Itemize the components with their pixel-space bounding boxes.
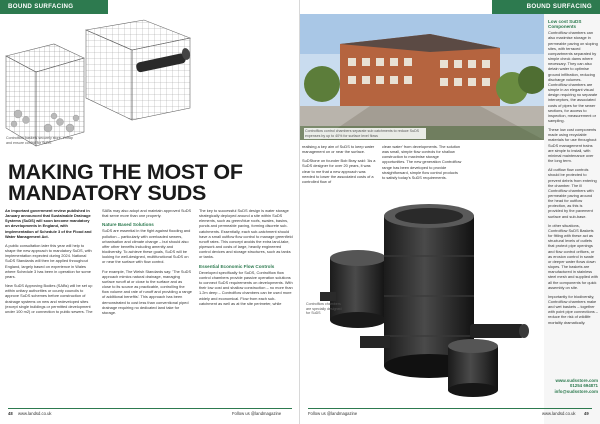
left-column-3 bbox=[199, 208, 293, 310]
footer-website-left[interactable]: www.landsd.co.uk bbox=[18, 411, 52, 416]
body-paragraph: SABs may also adopt and maintain approved SuDS that serve more than one property. bbox=[102, 208, 192, 219]
contact-website[interactable]: www.sudsstore.com bbox=[555, 378, 598, 383]
page-number-left: 48 bbox=[8, 411, 13, 416]
flow-control-chambers-figure bbox=[320, 196, 544, 404]
body-paragraph: SuDS are essential in the fight against flooding and pollution – particularly with overloaded sewers, urbanisation and climate change – but should also offer other benefits including amenity and biodiversity. To achieve these goals, SuDS will be looking for well-designed, multifunctional SuDS on or near the surface with flow control. bbox=[102, 228, 191, 265]
body-paragraph: New SuDS Approving Bodies (SABs) will be set up within unitary authorities or county councils to approve SuDS schemes before construction of drainage systems on new and redeveloped sites (except single buildings or permitted development under 100 m2) or connection to public sewers. The bbox=[5, 283, 93, 314]
section-tag-left: BOUND SURFACING bbox=[0, 0, 108, 14]
contact-phone: 01254 694871 bbox=[569, 383, 598, 389]
footer-website-right[interactable]: www.landsd.co.uk bbox=[542, 411, 576, 416]
footer-rule-left bbox=[8, 408, 292, 409]
intro-paragraph: An important government review published in January announced that Sustainable Drainage Systems (SuDS) will soon become mandatory on developments in England, with implementation of Schedule 3 of the Flood and Water Management Act. bbox=[5, 208, 92, 239]
sidebar-paragraph: These low cost components made using recyclable materials for use throughout SuDS management trains are simple to install, with minimal maintenance over the long term. bbox=[548, 127, 597, 164]
subheading: Nature Based Solutions bbox=[102, 222, 154, 228]
article-headline: MAKING THE MOST OF MANDATORY SUDS bbox=[8, 160, 243, 205]
body-paragraph: realising a key aim of SuDS to keep water management on or near the surface. bbox=[302, 144, 375, 155]
left-column-1 bbox=[5, 208, 95, 318]
page-number-right: 49 bbox=[584, 411, 589, 416]
body-paragraph: For example, The Welsh Standards say: 'The SuDS approach mimics natural drainage, managing surface runoff at or close to the surface and as close to its source as practicable, controlling the flow volume and rate of runoff and providing a range of additional benefits'. This approach has been demonstrated to cost less than conventional piped drainage requiring no dedicated land take for storage. bbox=[102, 268, 192, 315]
development-photo bbox=[300, 14, 544, 140]
section-tag-right: BOUND SURFACING bbox=[492, 0, 600, 14]
right-page bbox=[300, 0, 600, 424]
sidebar-heading: Low cost SuDS Components bbox=[548, 19, 582, 30]
contact-email[interactable]: info@sudsstore.com bbox=[554, 388, 598, 394]
chambers-caption: Controlflow chambers are specially designed for SuDS bbox=[306, 302, 342, 316]
left-column-2 bbox=[102, 208, 192, 319]
right-column-a bbox=[302, 144, 376, 188]
right-column-b bbox=[382, 144, 462, 184]
sidebar-paragraph: Controlflow chambers can also maximise storage in permeable paving on sloping sites, with terraced compartments separated by simple check dams where necessary. They can also detain water to optimise ground infiltration, reducing discharge volumes. Controlflow chambers are simple in an elegant visual design requiring no separate interceptors, the associated costs of pipes for the sewer sections, for access to inspection, measurement or sampling. bbox=[548, 30, 598, 123]
sidebar-paragraph: Importantly for biodiversity, Controlflow chambers make and wet baskets – together with point pipe connections – reduce the risk of wildlife mortality dramatically. bbox=[548, 293, 598, 325]
body-paragraph: A public consultation later this year will help to shape the new approach to mandatory SuDS, with implementation expected during 2024. National SuDS Standards will then be applied throughout England, largely based on experience in Wales where Schedule 3 has been in operation for some years. bbox=[5, 242, 92, 279]
sidebar-column bbox=[548, 18, 598, 329]
subheading: Essential Economic Flow Controls bbox=[199, 263, 275, 269]
footer-social-left[interactable]: Follow us @landmagazine bbox=[232, 411, 282, 416]
body-paragraph: The key to successful SuDS design is water storage strategically deployed around a site within SuDS elements, such as green/blue roofs, swales, basins, ponds and permeable paving, forming discrete sub-catchments. Essentially, each sub-catchment should have a small outflow flow control to manage greenfield runoff rates. This concept avoids the extra land-take, pipework and costs of large, heavily engineered control devices and storage structures, such as tanks or tanks. bbox=[199, 208, 293, 260]
sidebar-paragraph: All outflow flow controls should be protected to prevent debris from entering the chamber. The ill Controlflow chambers with permeable paving around the head for outflow protection, as this is provided by the pavement surface and sub-base. bbox=[548, 167, 597, 219]
footer-social-right[interactable]: Follow us @landmagazine bbox=[308, 411, 358, 416]
body-paragraph: SuDStone on founder Bob Bray said: 'As a SuDS designer for over 20 years, it was clear to me that a new approach was needed to lower the associated costs of a controlled flow of bbox=[302, 158, 376, 184]
baskets-caption: Controlflow baskets securely store, entrap and ensure control for SuDS bbox=[6, 136, 73, 145]
body-paragraph: clean water' from developments. The solution was small, simple flow controls for shallow construction to maximise storage opportunities. The new generation Controlflow range has been developed to provide straightforward, simple flow control products to satisfy today's SuDS requirements. bbox=[382, 144, 462, 180]
body-paragraph: Developed specifically for SuDS, Controlflow flow control chambers provide passive operation solutions to connect SuDS requirements on developments. With their low cost and shallow construction – no more than 1.2m deep – Controlflow chambers can be used more widely and economical. Flow from each sub-catchment as well as at the site perimeter, while bbox=[199, 269, 293, 306]
sidebar-paragraph: In other situations, Controlflow SuDS Baskets for fitting with these act as structural levels of outlets that protect pipe openings and flow control orifices, or as erosion control in swale or deeper water flows down slopes. The baskets are manufactured in stainless steel mesh and supplied with all the components for quick assembly on site. bbox=[548, 222, 598, 290]
contact-block bbox=[548, 378, 598, 394]
footer-rule-right bbox=[308, 408, 592, 409]
photo-caption: Controlflow control chambers separate sub catchments to reduce SuDS expenses by up to 40% for surface level flows bbox=[304, 128, 426, 139]
